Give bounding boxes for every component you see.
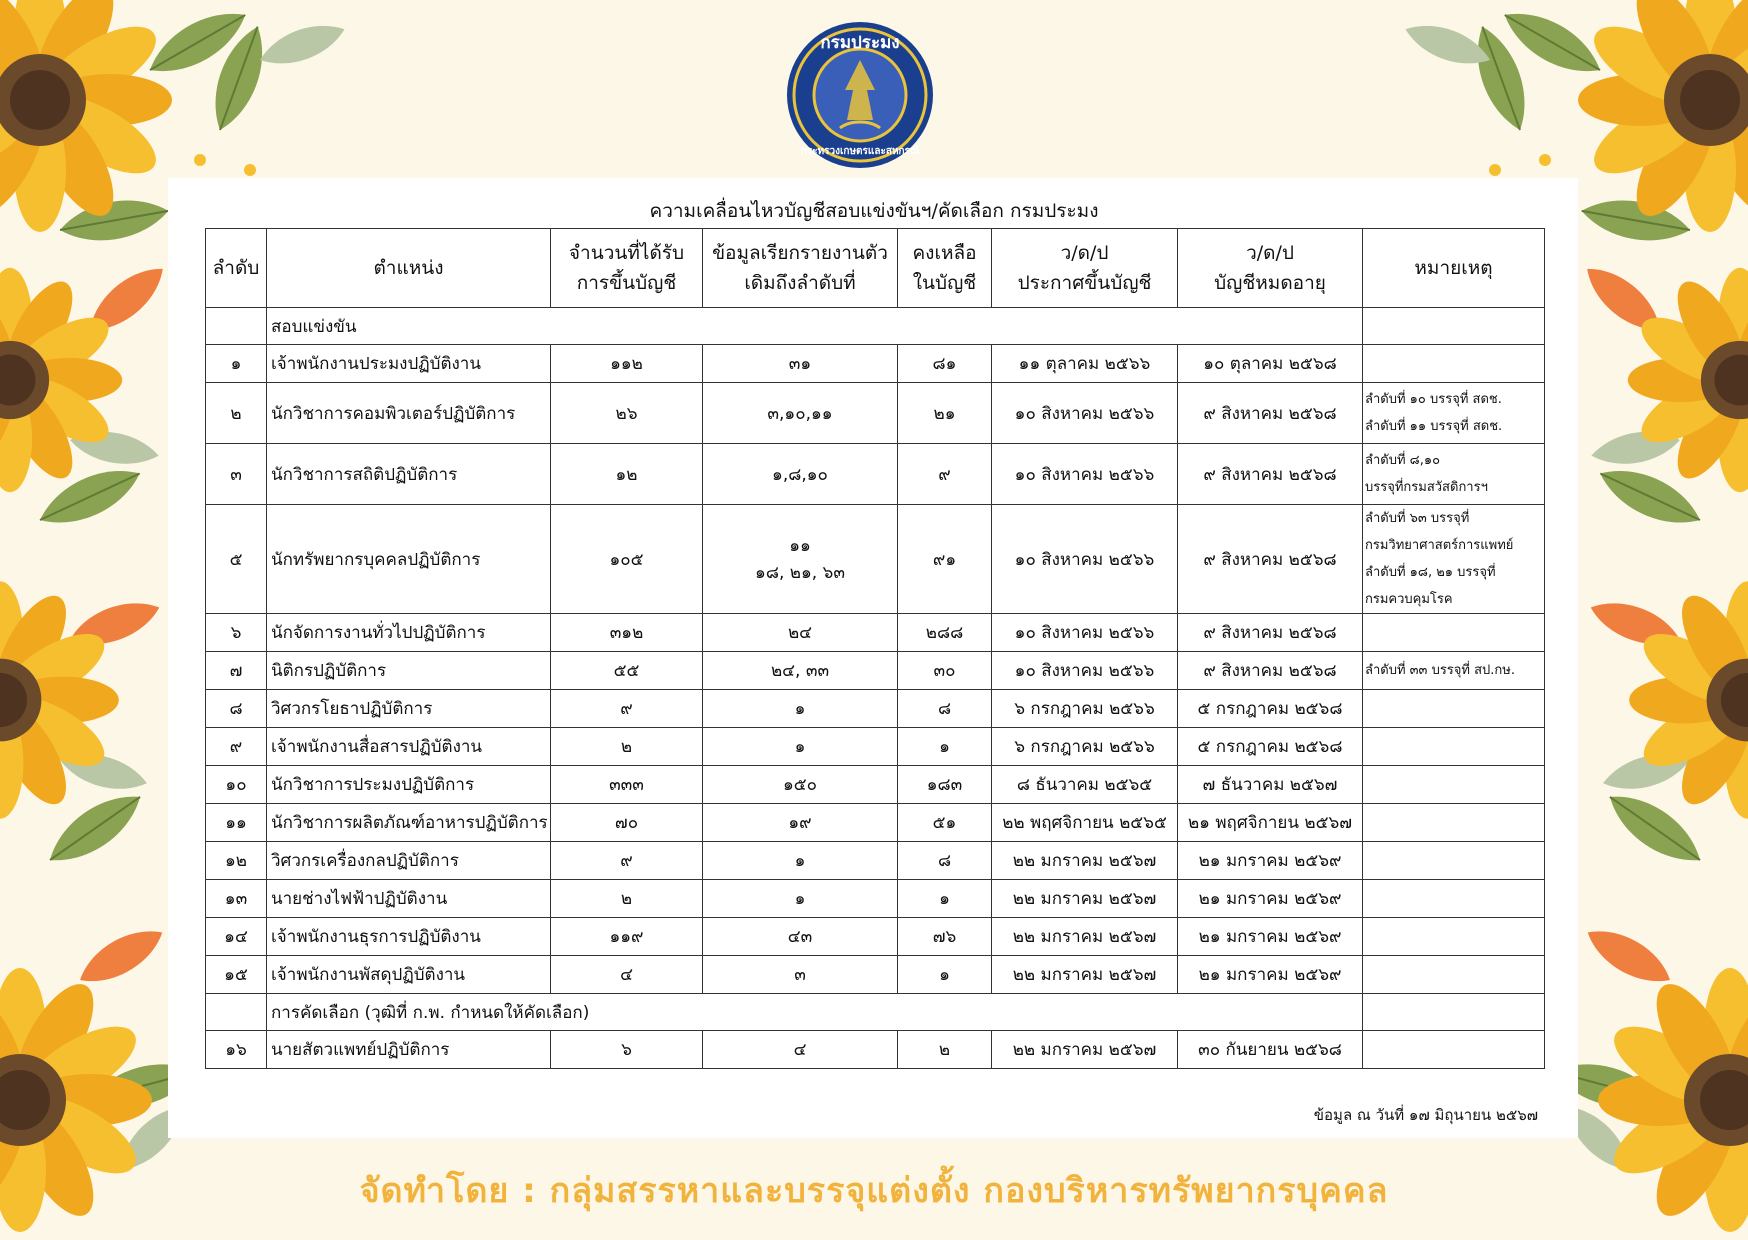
- cell-expire: ๒๑ มกราคม ๒๕๖๙: [1178, 918, 1363, 956]
- cell-line: กรมวิทยาศาสตร์การแพทย์: [1365, 538, 1514, 553]
- cell-announce: ๒๒ มกราคม ๒๕๖๗: [992, 918, 1178, 956]
- cell-called: ๒๔, ๓๓: [703, 652, 898, 690]
- cell-position: เจ้าพนักงานสื่อสารปฏิบัติงาน: [267, 728, 551, 766]
- cell-no: ๑๕: [206, 956, 267, 994]
- cell-position: วิศวกรเครื่องกลปฏิบัติการ: [267, 842, 551, 880]
- cell-called: ๒๔: [703, 614, 898, 652]
- cell-remark: [1363, 766, 1545, 804]
- cell-remark: [1363, 956, 1545, 994]
- table-row: [206, 652, 1545, 690]
- cell-position: นักวิชาการคอมพิวเตอร์ปฏิบัติการ: [267, 383, 551, 444]
- cell-remain: ๙: [898, 444, 992, 505]
- cell-announce: ๒๒ มกราคม ๒๕๖๗: [992, 842, 1178, 880]
- cell-remark: [1363, 804, 1545, 842]
- cell-expire: ๒๑ มกราคม ๒๕๖๙: [1178, 880, 1363, 918]
- table-row: [206, 918, 1545, 956]
- cell-called: ๔๓: [703, 918, 898, 956]
- cell-called: ๓,๑๐,๑๑: [703, 383, 898, 444]
- table-row: [206, 880, 1545, 918]
- cell-count: ๒: [551, 880, 703, 918]
- cell-line: ลำดับที่ ๑๐ บรรจุที่ สดช.: [1365, 392, 1502, 407]
- cell-called: ๓๑: [703, 345, 898, 383]
- cell-count: ๔: [551, 956, 703, 994]
- cell-line: ลำดับที่ ๑๘, ๒๑ บรรจุที่: [1365, 565, 1496, 580]
- cell-announce: ๑๐ สิงหาคม ๒๕๖๖: [992, 444, 1178, 505]
- table-row: [206, 690, 1545, 728]
- cell-announce: ๖ กรกฎาคม ๒๕๖๖: [992, 728, 1178, 766]
- cell-position: นักวิชาการผลิตภัณฑ์อาหารปฏิบัติการ: [267, 804, 551, 842]
- section-remark-cell: [1363, 308, 1545, 345]
- cell-line: ๑๑: [789, 536, 811, 556]
- table-row: [206, 345, 1545, 383]
- cell-count: ๙: [551, 842, 703, 880]
- cell-remain: ๘: [898, 842, 992, 880]
- table-row: [206, 842, 1545, 880]
- cell-announce: ๒๒ มกราคม ๒๕๖๗: [992, 880, 1178, 918]
- cell-no: ๑๔: [206, 918, 267, 956]
- header-remark: หมายเหตุ: [1363, 229, 1545, 308]
- section-no-cell: [206, 994, 267, 1031]
- table-row: [206, 728, 1545, 766]
- cell-remain: ๓๐: [898, 652, 992, 690]
- cell-remain: ๑: [898, 880, 992, 918]
- cell-remark: [1363, 918, 1545, 956]
- table-row: [206, 383, 1545, 444]
- cell-count: ๗๐: [551, 804, 703, 842]
- cell-expire: ๑๐ ตุลาคม ๒๕๖๘: [1178, 345, 1363, 383]
- cell-count: ๓๑๒: [551, 614, 703, 652]
- cell-no: ๘: [206, 690, 267, 728]
- cell-position: วิศวกรโยธาปฏิบัติการ: [267, 690, 551, 728]
- cell-expire: ๕ กรกฎาคม ๒๕๖๘: [1178, 728, 1363, 766]
- cell-no: ๑๒: [206, 842, 267, 880]
- data-as-of-date: ข้อมูล ณ วันที่ ๑๗ มิถุนายน ๒๕๖๗: [1313, 1106, 1538, 1124]
- cell-expire: ๒๑ พฤศจิกายน ๒๕๖๗: [1178, 804, 1363, 842]
- table-row: [206, 804, 1545, 842]
- cell-line: ลำดับที่ ๖๓ บรรจุที่: [1365, 511, 1470, 526]
- cell-expire: ๙ สิงหาคม ๒๕๖๘: [1178, 444, 1363, 505]
- cell-announce: ๑๐ สิงหาคม ๒๕๖๖: [992, 383, 1178, 444]
- cell-position: นักทรัพยากรบุคคลปฏิบัติการ: [267, 505, 551, 614]
- cell-called: ๑: [703, 690, 898, 728]
- table-row: [206, 614, 1545, 652]
- section-title: การคัดเลือก (วุฒิที่ ก.พ. กำหนดให้คัดเลือก): [267, 994, 1363, 1031]
- cell-line: ลำดับที่ ๑๑ บรรจุที่ สดช.: [1365, 419, 1503, 434]
- cell-announce: ๑๐ สิงหาคม ๒๕๖๖: [992, 652, 1178, 690]
- cell-no: ๕: [206, 505, 267, 614]
- cell-remark: [1363, 728, 1545, 766]
- cell-announce: ๑๑ ตุลาคม ๒๕๖๖: [992, 345, 1178, 383]
- table-row: [206, 766, 1545, 804]
- header-count: จำนวนที่ได้รับ การขึ้นบัญชี: [551, 229, 703, 308]
- cell-announce: ๘ ธันวาคม ๒๕๖๕: [992, 766, 1178, 804]
- svg-text:กระทรวงเกษตรและสหกรณ์: กระทรวงเกษตรและสหกรณ์: [800, 146, 920, 157]
- table-row: [206, 956, 1545, 994]
- cell-announce: ๒๒ มกราคม ๒๕๖๗: [992, 1031, 1178, 1069]
- cell-count: ๑๑๒: [551, 345, 703, 383]
- cell-remain: ๒๘๘: [898, 614, 992, 652]
- prepared-by-footer: จัดทำโดย : กลุ่มสรรหาและบรรจุแต่งตั้ง กองบริหารทรัพยากรบุคคล: [359, 1171, 1389, 1211]
- cell-remark: [1363, 880, 1545, 918]
- table-row: [206, 1031, 1545, 1069]
- cell-announce: ๖ กรกฎาคม ๒๕๖๖: [992, 690, 1178, 728]
- cell-count: ๒: [551, 728, 703, 766]
- exam-list-table: [205, 228, 1545, 1069]
- table-row: [206, 444, 1545, 505]
- cell-remain: ๑๘๓: [898, 766, 992, 804]
- cell-called: ๑: [703, 842, 898, 880]
- cell-expire: ๒๑ มกราคม ๒๕๖๙: [1178, 842, 1363, 880]
- cell-position: เจ้าพนักงานธุรการปฏิบัติงาน: [267, 918, 551, 956]
- cell-remark: ลำดับที่ ๓๓ บรรจุที่ สป.กษ.: [1363, 652, 1545, 690]
- cell-remark: [1363, 690, 1545, 728]
- section-row: [206, 308, 1545, 345]
- cell-remain: ๘๑: [898, 345, 992, 383]
- cell-remain: ๑: [898, 728, 992, 766]
- cell-called: ๔: [703, 1031, 898, 1069]
- cell-remain: ๙๑: [898, 505, 992, 614]
- cell-count: ๑๑๙: [551, 918, 703, 956]
- header-position: ตำแหน่ง: [267, 229, 551, 308]
- cell-remark: [1363, 1031, 1545, 1069]
- cell-called: ๑: [703, 880, 898, 918]
- cell-line: กรมควบคุมโรค: [1365, 592, 1453, 607]
- cell-expire: ๗ ธันวาคม ๒๕๖๗: [1178, 766, 1363, 804]
- cell-position: เจ้าพนักงานประมงปฏิบัติงาน: [267, 345, 551, 383]
- cell-no: ๑: [206, 345, 267, 383]
- cell-expire: ๙ สิงหาคม ๒๕๖๘: [1178, 652, 1363, 690]
- cell-position: นักจัดการงานทั่วไปปฏิบัติการ: [267, 614, 551, 652]
- cell-position: นิติกรปฏิบัติการ: [267, 652, 551, 690]
- cell-called: ๑๕๐: [703, 766, 898, 804]
- department-logo: [785, 20, 935, 170]
- cell-remain: ๗๖: [898, 918, 992, 956]
- cell-remain: ๕๑: [898, 804, 992, 842]
- cell-no: ๖: [206, 614, 267, 652]
- cell-called: ๑๙: [703, 804, 898, 842]
- cell-expire: ๙ สิงหาคม ๒๕๖๘: [1178, 383, 1363, 444]
- cell-count: ๕๕: [551, 652, 703, 690]
- cell-expire: ๙ สิงหาคม ๒๕๖๘: [1178, 505, 1363, 614]
- cell-remain: ๒๑: [898, 383, 992, 444]
- cell-called: ๑: [703, 728, 898, 766]
- cell-expire: ๙ สิงหาคม ๒๕๖๘: [1178, 614, 1363, 652]
- cell-remark: [1363, 614, 1545, 652]
- section-remark-cell: [1363, 994, 1545, 1031]
- cell-expire: ๕ กรกฎาคม ๒๕๖๘: [1178, 690, 1363, 728]
- cell-announce: ๑๐ สิงหาคม ๒๕๖๖: [992, 614, 1178, 652]
- cell-no: ๙: [206, 728, 267, 766]
- cell-position: นายช่างไฟฟ้าปฏิบัติงาน: [267, 880, 551, 918]
- cell-remark: [1363, 383, 1545, 444]
- section-no-cell: [206, 308, 267, 345]
- cell-position: นักวิชาการประมงปฏิบัติการ: [267, 766, 551, 804]
- cell-remain: ๒: [898, 1031, 992, 1069]
- header-no: ลำดับ: [206, 229, 267, 308]
- cell-no: ๑๐: [206, 766, 267, 804]
- cell-count: ๓๓๓: [551, 766, 703, 804]
- cell-remain: ๑: [898, 956, 992, 994]
- header-called: ข้อมูลเรียกรายงานตัว เดิมถึงลำดับที่: [703, 229, 898, 308]
- cell-no: ๑๓: [206, 880, 267, 918]
- section-row: [206, 994, 1545, 1031]
- page-title: ความเคลื่อนไหวบัญชีสอบแข่งขันฯ/คัดเลือก กรมประมง: [649, 200, 1099, 222]
- section-title: สอบแข่งขัน: [267, 308, 1363, 345]
- cell-called: ๓: [703, 956, 898, 994]
- cell-called: [703, 505, 898, 614]
- cell-count: ๑๒: [551, 444, 703, 505]
- cell-no: ๓: [206, 444, 267, 505]
- cell-no: ๑๑: [206, 804, 267, 842]
- cell-no: ๑๖: [206, 1031, 267, 1069]
- cell-remark: [1363, 345, 1545, 383]
- cell-announce: ๒๒ มกราคม ๒๕๖๗: [992, 956, 1178, 994]
- cell-position: นักวิชาการสถิติปฏิบัติการ: [267, 444, 551, 505]
- cell-position: เจ้าพนักงานพัสดุปฏิบัติงาน: [267, 956, 551, 994]
- cell-position: นายสัตวแพทย์ปฏิบัติการ: [267, 1031, 551, 1069]
- cell-count: ๒๖: [551, 383, 703, 444]
- cell-line: บรรจุที่กรมสวัสดิการฯ: [1365, 480, 1488, 495]
- cell-called: ๑,๘,๑๐: [703, 444, 898, 505]
- cell-line: ลำดับที่ ๘,๑๐: [1365, 453, 1441, 468]
- svg-text:กรมประมง: กรมประมง: [820, 33, 900, 53]
- cell-count: ๖: [551, 1031, 703, 1069]
- table-row: [206, 505, 1545, 614]
- cell-no: ๗: [206, 652, 267, 690]
- cell-remark: [1363, 505, 1545, 614]
- cell-remark: [1363, 444, 1545, 505]
- cell-remain: ๘: [898, 690, 992, 728]
- header-remaining: คงเหลือ ในบัญชี: [898, 229, 992, 308]
- cell-remark: [1363, 842, 1545, 880]
- cell-expire: ๓๐ กันยายน ๒๕๖๘: [1178, 1031, 1363, 1069]
- cell-expire: ๒๑ มกราคม ๒๕๖๙: [1178, 956, 1363, 994]
- cell-announce: ๒๒ พฤศจิกายน ๒๕๖๕: [992, 804, 1178, 842]
- cell-line: ๑๘, ๒๑, ๖๓: [755, 563, 845, 583]
- table-header-row: [206, 229, 1545, 308]
- cell-count: ๑๐๕: [551, 505, 703, 614]
- header-announce-date: ว/ด/ป ประกาศขึ้นบัญชี: [992, 229, 1178, 308]
- cell-count: ๙: [551, 690, 703, 728]
- cell-no: ๒: [206, 383, 267, 444]
- cell-announce: ๑๐ สิงหาคม ๒๕๖๖: [992, 505, 1178, 614]
- header-expire-date: ว/ด/ป บัญชีหมดอายุ: [1178, 229, 1363, 308]
